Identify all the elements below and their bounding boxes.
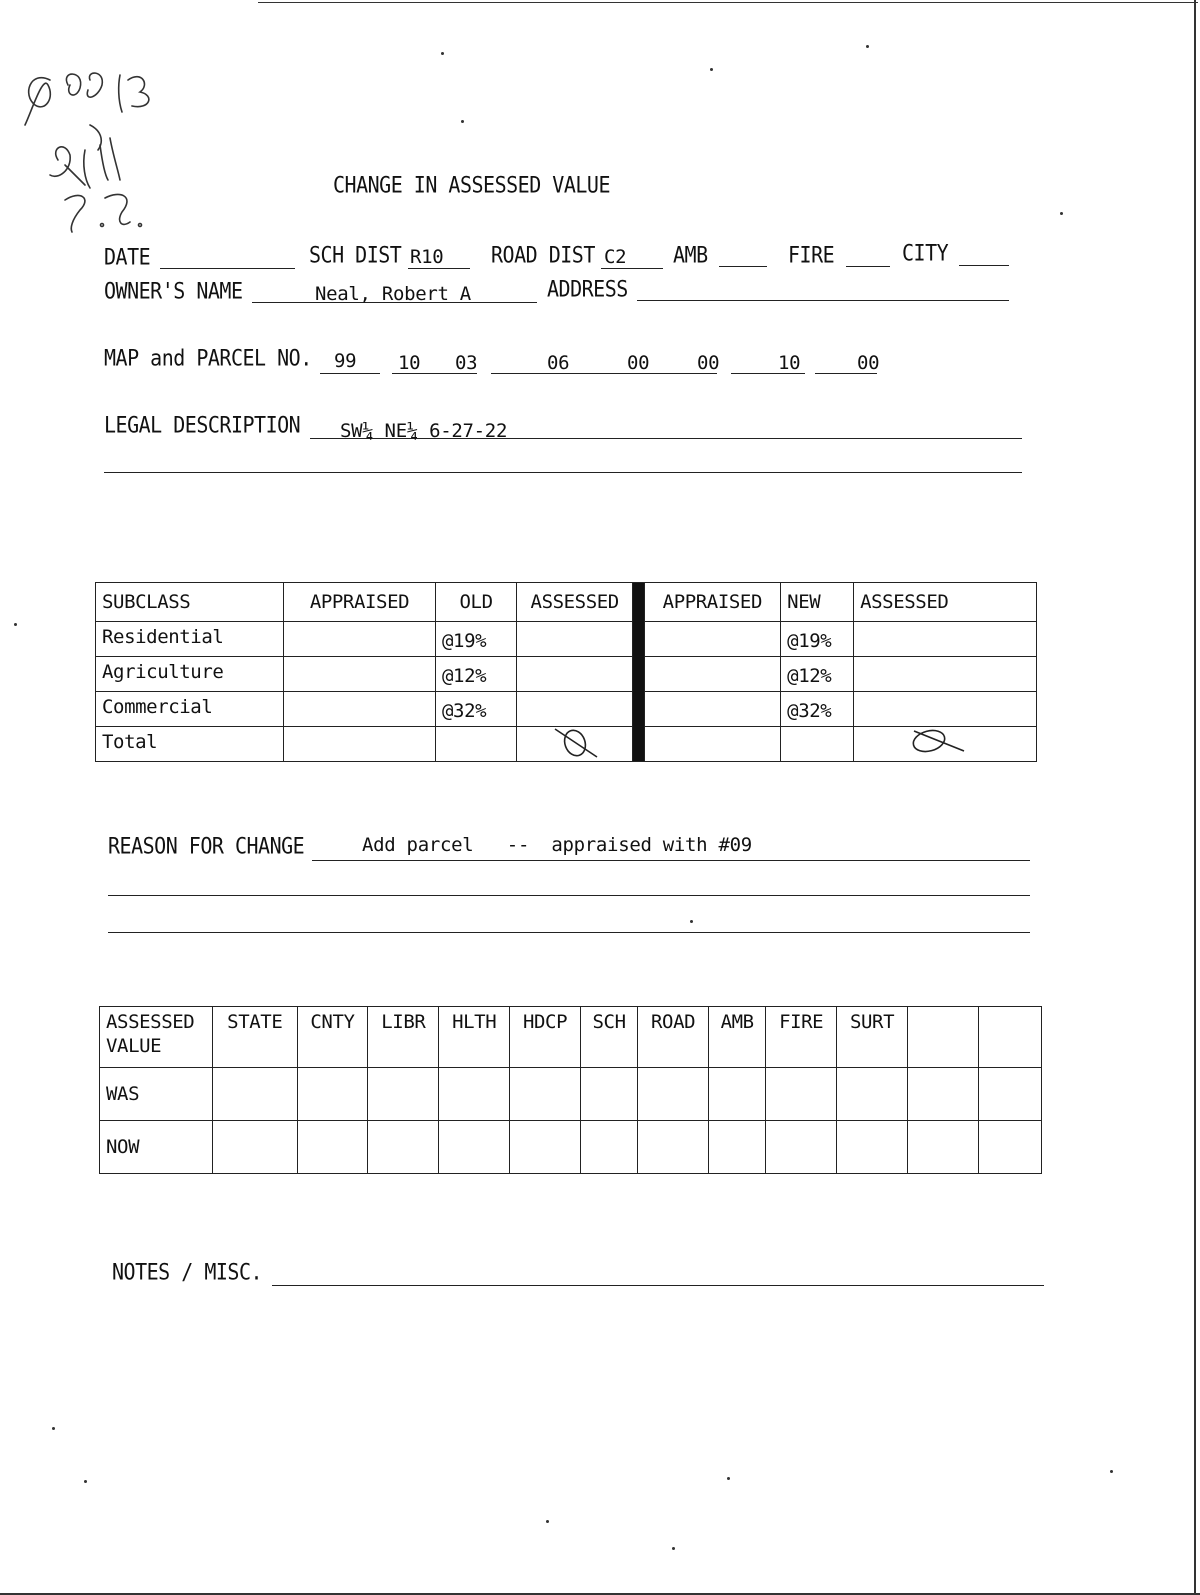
map-part-2: 10 — [398, 352, 421, 374]
map-parcel-label: MAP and PARCEL NO. — [104, 344, 312, 371]
subclass-table — [95, 582, 1037, 762]
col-new-assessed: ASSESSED — [854, 583, 1037, 622]
address-label: ADDRESS — [547, 275, 628, 302]
residential-old-appraised[interactable] — [283, 622, 435, 657]
now-blank-2[interactable] — [979, 1121, 1042, 1174]
was-road[interactable] — [638, 1068, 709, 1121]
notes-label: NOTES / MISC. — [112, 1258, 263, 1285]
map-part-1-field[interactable] — [320, 373, 380, 374]
road-dist-field[interactable] — [601, 268, 663, 269]
scan-speck — [14, 623, 17, 626]
scan-speck — [1110, 1470, 1113, 1473]
col-subclass: SUBCLASS — [96, 583, 284, 622]
scan-speck — [690, 920, 693, 923]
agriculture-old-rate: @12% — [436, 657, 517, 692]
was-surt[interactable] — [837, 1068, 908, 1121]
road-dist-value: C2 — [604, 246, 627, 268]
scan-speck — [727, 1477, 730, 1480]
col-amb: AMB — [709, 1007, 766, 1068]
residential-old-rate: @19% — [436, 622, 517, 657]
table-header-row — [96, 583, 1037, 622]
was-hlth[interactable] — [439, 1068, 510, 1121]
owner-value: Neal, Robert A — [315, 283, 471, 305]
col-old-rate: OLD — [436, 583, 517, 622]
agriculture-new-rate: @12% — [781, 657, 854, 692]
city-field[interactable] — [959, 265, 1009, 266]
corner-line-2: VALUE — [106, 1034, 162, 1057]
scan-speck — [866, 45, 869, 48]
handwritten-initials — [10, 40, 180, 240]
was-cnty[interactable] — [297, 1068, 368, 1121]
scan-speck — [441, 52, 444, 55]
residential-new-rate: @19% — [781, 622, 854, 657]
sch-dist-label: SCH DIST — [309, 241, 402, 268]
table-header-row — [100, 1007, 1042, 1068]
col-new-appraised: APPRAISED — [644, 583, 781, 622]
col-hlth: HLTH — [439, 1007, 510, 1068]
col-state: STATE — [213, 1007, 298, 1068]
scan-speck — [1060, 212, 1063, 215]
col-new-rate: NEW — [781, 583, 854, 622]
top-edge-line — [258, 2, 1198, 3]
map-part-4: 06 — [547, 352, 570, 374]
scan-speck — [546, 1520, 549, 1523]
table-row — [100, 1121, 1042, 1174]
map-part-6: 00 — [697, 352, 720, 374]
now-cnty[interactable] — [297, 1121, 368, 1174]
assessed-value-table — [99, 1006, 1042, 1174]
sch-dist-field[interactable] — [408, 268, 470, 269]
row-commercial-label: Commercial — [96, 692, 284, 727]
row-agriculture-label: Agriculture — [96, 657, 284, 692]
map-part-1: 99 — [334, 350, 357, 372]
agriculture-old-assessed[interactable] — [517, 657, 633, 692]
col-fire: FIRE — [766, 1007, 837, 1068]
col-libr: LIBR — [368, 1007, 439, 1068]
total-new-rate[interactable] — [781, 727, 854, 762]
table-row — [96, 657, 1037, 692]
residential-new-appraised[interactable] — [644, 622, 781, 657]
col-surt: SURT — [837, 1007, 908, 1068]
now-road[interactable] — [638, 1121, 709, 1174]
scan-speck — [461, 120, 464, 123]
owner-label: OWNER'S NAME — [104, 277, 243, 304]
col-sch: SCH — [580, 1007, 637, 1068]
handwritten-zero-mark-old — [547, 723, 607, 763]
address-field[interactable] — [637, 300, 1009, 301]
row-total-label: Total — [96, 727, 284, 762]
agriculture-new-assessed[interactable] — [854, 657, 1037, 692]
date-label: DATE — [104, 243, 151, 270]
was-hdcp[interactable] — [510, 1068, 581, 1121]
map-part-5: 00 — [627, 352, 650, 374]
scan-speck — [52, 1427, 55, 1430]
amb-field[interactable] — [719, 266, 767, 267]
was-libr[interactable] — [368, 1068, 439, 1121]
was-blank-1[interactable] — [908, 1068, 979, 1121]
col-blank-1 — [908, 1007, 979, 1068]
amb-label: AMB — [673, 241, 708, 268]
col-old-appraised: APPRAISED — [283, 583, 435, 622]
legal-description-value: SW¼ NE¼ 6-27-22 — [340, 420, 508, 442]
now-hlth[interactable] — [439, 1121, 510, 1174]
fire-field[interactable] — [846, 266, 890, 267]
map-part-3: 03 — [455, 352, 478, 374]
now-surt[interactable] — [837, 1121, 908, 1174]
table-row — [96, 622, 1037, 657]
col-hdcp: HDCP — [510, 1007, 581, 1068]
scan-speck — [710, 68, 713, 71]
total-new-assessed[interactable] — [854, 727, 1037, 762]
scan-speck — [672, 1547, 675, 1550]
residential-old-assessed[interactable] — [517, 622, 633, 657]
table-row — [100, 1068, 1042, 1121]
now-blank-1[interactable] — [908, 1121, 979, 1174]
was-state[interactable] — [213, 1068, 298, 1121]
residential-new-assessed[interactable] — [854, 622, 1037, 657]
page-edge-right — [1194, 0, 1196, 1595]
commercial-old-appraised[interactable] — [283, 692, 435, 727]
commercial-old-assessed[interactable] — [517, 692, 633, 727]
reason-value: Add parcel -- appraised with #09 — [362, 834, 752, 856]
reason-label: REASON FOR CHANGE — [108, 832, 305, 859]
was-blank-2[interactable] — [979, 1068, 1042, 1121]
table-row — [96, 727, 1037, 762]
fire-label: FIRE — [788, 241, 835, 268]
old-new-divider — [633, 583, 644, 762]
notes-field[interactable] — [272, 1285, 1044, 1286]
scan-speck — [84, 1480, 87, 1483]
reason-line-3[interactable] — [108, 932, 1030, 933]
now-sch[interactable] — [580, 1121, 637, 1174]
commercial-new-appraised[interactable] — [644, 692, 781, 727]
map-part-7: 10 — [778, 352, 801, 374]
city-label: CITY — [902, 239, 949, 266]
now-amb[interactable] — [709, 1121, 766, 1174]
now-fire[interactable] — [766, 1121, 837, 1174]
now-state[interactable] — [213, 1121, 298, 1174]
legal-description-line-2[interactable] — [104, 472, 1022, 473]
row-was-label: WAS — [100, 1068, 213, 1121]
total-old-rate[interactable] — [436, 727, 517, 762]
sch-dist-value: R10 — [410, 246, 444, 268]
commercial-old-rate: @32% — [436, 692, 517, 727]
reason-line-2[interactable] — [108, 895, 1030, 896]
col-blank-2 — [979, 1007, 1042, 1068]
col-cnty: CNTY — [297, 1007, 368, 1068]
commercial-new-rate: @32% — [781, 692, 854, 727]
total-old-assessed[interactable] — [517, 727, 633, 762]
now-hdcp[interactable] — [510, 1121, 581, 1174]
col-old-assessed: ASSESSED — [517, 583, 633, 622]
road-dist-label: ROAD DIST — [491, 241, 595, 268]
agriculture-new-appraised[interactable] — [644, 657, 781, 692]
col-road: ROAD — [638, 1007, 709, 1068]
legal-description-label: LEGAL DESCRIPTION — [104, 411, 301, 438]
agriculture-old-appraised[interactable] — [283, 657, 435, 692]
row-now-label: NOW — [100, 1121, 213, 1174]
total-new-appraised[interactable] — [644, 727, 781, 762]
was-fire[interactable] — [766, 1068, 837, 1121]
corner-line-1: ASSESSED — [106, 1011, 195, 1033]
handwritten-zero-mark-new — [894, 721, 974, 757]
was-amb[interactable] — [709, 1068, 766, 1121]
row-residential-label: Residential — [96, 622, 284, 657]
now-libr[interactable] — [368, 1121, 439, 1174]
map-part-8: 00 — [857, 352, 880, 374]
form-title: CHANGE IN ASSESSED VALUE — [333, 171, 610, 198]
reason-field[interactable] — [312, 860, 1030, 861]
was-sch[interactable] — [580, 1068, 637, 1121]
total-old-appraised[interactable] — [283, 727, 435, 762]
date-field[interactable] — [160, 268, 295, 269]
assessed-value-corner — [100, 1007, 213, 1068]
